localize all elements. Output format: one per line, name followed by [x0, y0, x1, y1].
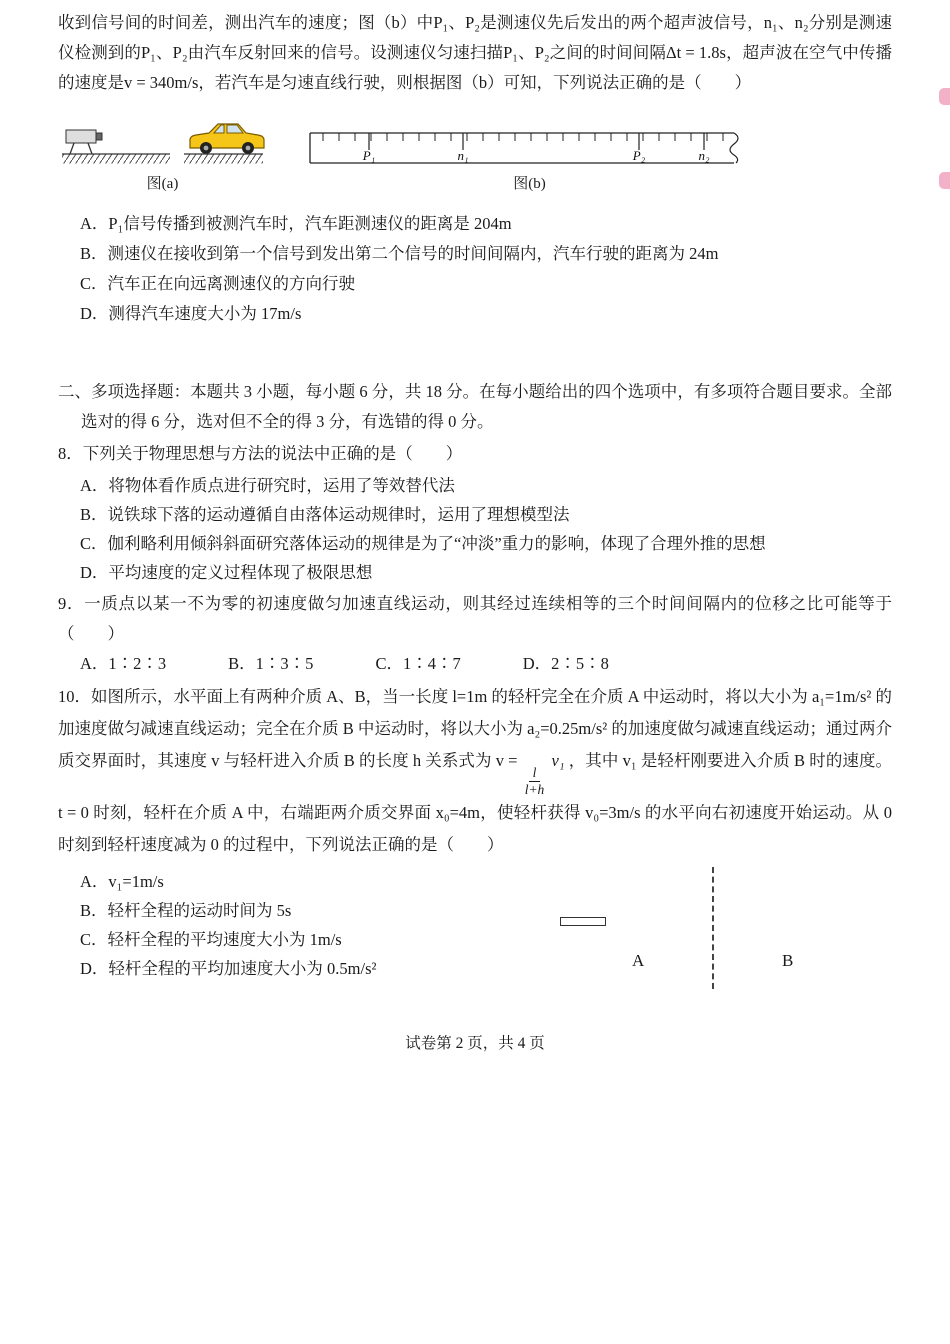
question10-option-c: C．轻杆全程的平均速度大小为 1m/s: [80, 930, 342, 950]
signal-label-n1: n₁: [457, 148, 469, 163]
question9-options: [80, 649, 892, 679]
fraction-coefficient: v₁: [551, 751, 565, 770]
figure-a-label: 图(a): [146, 176, 179, 192]
question10-stem-text-1: 10．如图所示，水平面上有两种介质 A、B，当一长度 l=1m 的轻杆完全在介质 A 中运动时，将以大小为 a₁=1m/s² 的加速度做匀减速直线运动；完全在介质 B 中运动时，将以大小为 a₂=0.25m/s² 的加速度做匀减速直线运动；通过两介质交界面时，其速度 v 与轻杆进入介质 B 的长度 h 关系式为 v =: [58, 687, 892, 770]
figure-b-drawing: [307, 130, 752, 170]
question9-stem: 9．一质点以某一不为零的初速度做匀加速直线运动，则其经过连续相等的三个时间间隔内的位移之比可能等于（ ）: [58, 594, 892, 643]
fraction-denominator: l+h: [524, 781, 545, 797]
fraction-numerator: l: [529, 765, 541, 782]
speed-gun-icon: [66, 130, 102, 154]
question10-options: [58, 867, 530, 989]
car-illustration: [190, 124, 264, 154]
question7-figures: [60, 106, 892, 195]
medium-boundary-line: [712, 867, 714, 989]
page-footer: 试卷第 2 页，共 4 页: [405, 1035, 545, 1053]
question10-option-a: A．v₁=1m/s: [80, 872, 164, 892]
question9-option-a: A．1∶2∶3: [80, 654, 167, 673]
figure-a: [60, 106, 265, 195]
figure-a-drawing: [60, 106, 265, 170]
signal-label-p2: P₂: [632, 148, 646, 163]
question8-option-c: C．伽利略利用倾斜斜面研究落体运动的规律是为了“冲淡”重力的影响，体现了合理外推的思想: [80, 534, 766, 553]
figure-b: [307, 130, 752, 195]
question7-options: [58, 209, 892, 329]
section2-heading: 二、多项选择题：本题共 3 小题，每小题 6 分，共 18 分。在每小题给出的四个选项中，有多项符合题目要求。全部选对的得 6 分，选对但不全的得 3 分，有选错的得 0 分。: [58, 382, 892, 431]
ruler-minor-ticks: [323, 133, 723, 141]
ground-hatching: [62, 154, 263, 164]
question10-stem: [58, 681, 892, 861]
question7-option-c: C．汽车正在向远离测速仪的方向行驶: [80, 274, 356, 293]
figure-b-label: 图(b): [513, 176, 546, 192]
question8-options: [58, 471, 892, 587]
pink-edge-mark: [939, 172, 950, 189]
fraction: [525, 765, 545, 797]
pink-edge-mark: [939, 88, 950, 105]
question10-stem-text-2: ，其中 v₁ 是轻杆刚要进入介质 B 时的速度。t = 0 时刻，轻杆在介质 A 中，右端距两介质交界面 x₀=4m，使轻杆获得 v₀=3m/s 的水平向右初速度开始运动。从 0 时刻到轻杆速度减为 0 的过程中，下列说法正确的是（ ）: [58, 751, 893, 855]
question9-option-c: C．1∶4∶7: [375, 654, 461, 673]
question10-figure: [544, 865, 844, 989]
question9-option-b: B．1∶3∶5: [228, 654, 314, 673]
question10-option-d: D．轻杆全程的平均加速度大小为 0.5m/s²: [80, 959, 377, 979]
question10-body: [58, 865, 892, 989]
question7-option-a: A．P₁信号传播到被测汽车时，汽车距测速仪的距离是 204m: [80, 214, 512, 233]
question7-option-b: B．测速仪在接收到第一个信号到发出第二个信号的时间间隔内，汽车行驶的距离为 24m: [80, 244, 719, 263]
question8-option-a: A．将物体看作质点进行研究时，运用了等效替代法: [80, 476, 455, 495]
signal-labels: [362, 148, 710, 163]
question8-option-d: D．平均速度的定义过程体现了极限思想: [80, 563, 373, 582]
medium-a-label: A: [632, 951, 645, 971]
question8-option-b: B．说铁球下落的运动遵循自由落体运动规律时，运用了理想模型法: [80, 505, 570, 524]
question7-option-d: D．测得汽车速度大小为 17m/s: [80, 304, 302, 323]
question10-option-b: B．轻杆全程的运动时间为 5s: [80, 901, 292, 921]
signal-label-n2: n₂: [698, 148, 710, 163]
break-mark: [730, 133, 738, 163]
signal-label-p1: P₁: [362, 148, 376, 163]
question7-intro: 收到信号间的时间差，测出汽车的速度；图（b）中P₁、P₂是测速仪先后发出的两个超声波信号，n₁、n₂分别是测速仪检测到的P₁、P₂由汽车反射回来的信号。设测速仪匀速扫描P₁、P₂之间的时间间隔Δt = 1.8s，超声波在空气中传播的速度是v = 340m/s，若汽车是匀速直线行驶，则根据图（b）可知，下列说法正确的是（ ）: [58, 13, 892, 92]
medium-b-label: B: [782, 951, 794, 971]
question8-stem: 8．下列关于物理思想与方法的说法中正确的是（ ）: [58, 444, 463, 463]
rod-illustration: [560, 917, 606, 926]
question9-option-d: D．2∶5∶8: [522, 654, 609, 673]
